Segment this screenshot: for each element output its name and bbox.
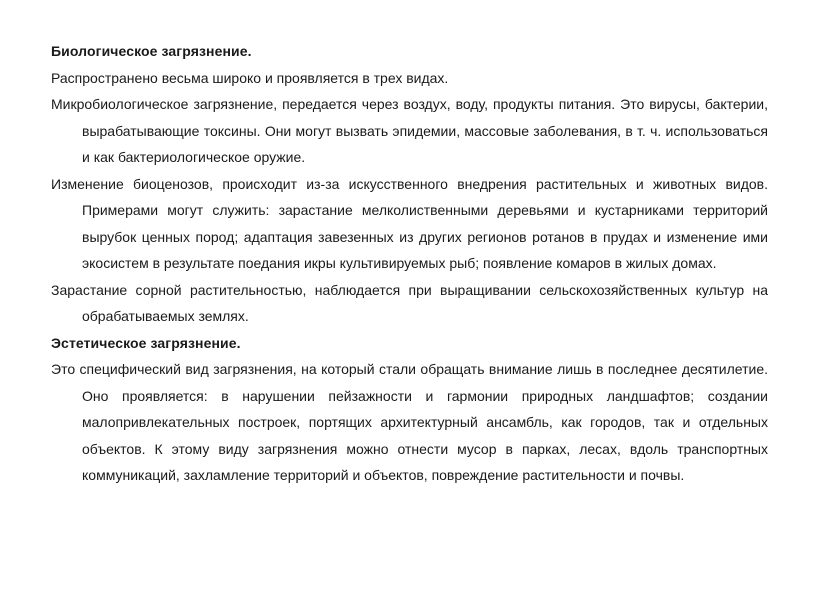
heading-biological-pollution: Биологическое загрязнение. xyxy=(51,43,252,59)
paragraph-aesthetic: Это специфический вид загрязнения, на который стали обращать внимание лишь в последнее десятилетие. Оно проявляется: в нарушении пейзажности и гармонии природных ландшафтов; создании малопривлекательных построек, портящих архитектурный ансамбль, как городов, так и отдельных объектов. К этому виду загрязнения можно отнести мусор в парках, лесах, вдоль транспортных коммуникаций, захламление территорий и объектов, повреждение растительности и почвы. xyxy=(51,361,768,483)
paragraph-microbiological: Микробиологическое загрязнение, передается через воздух, воду, продукты питания. Это вирусы, бактерии, вырабатывающие токсины. Они могут вызвать эпидемии, массовые заболевания, в т. ч. использоваться и как бактериологическое оружие. xyxy=(51,96,768,165)
document-page xyxy=(51,38,768,489)
heading-aesthetic-pollution: Эстетическое загрязнение. xyxy=(51,334,241,351)
paragraph-biocenoses: Изменение биоценозов, происходит из-за искусственного внедрения растительных и животных видов. Примерами могут служить: зарастание мелколиственными деревьями и кустарниками территорий вырубок ценных пород; адаптация завезенных из других регионов ротанов в прудах и изменение ими экосистем в результате поедания икры культивируемых рыб; появление комаров в жилых домах. xyxy=(51,175,768,271)
paragraph-weeds: Зарастание сорной растительностью, наблюдается при выращивании сельскохозяйственных культур на обрабатываемых землях. xyxy=(51,281,768,324)
paragraph-spread: Распространено весьма широко и проявляется в трех видах. xyxy=(51,69,449,86)
